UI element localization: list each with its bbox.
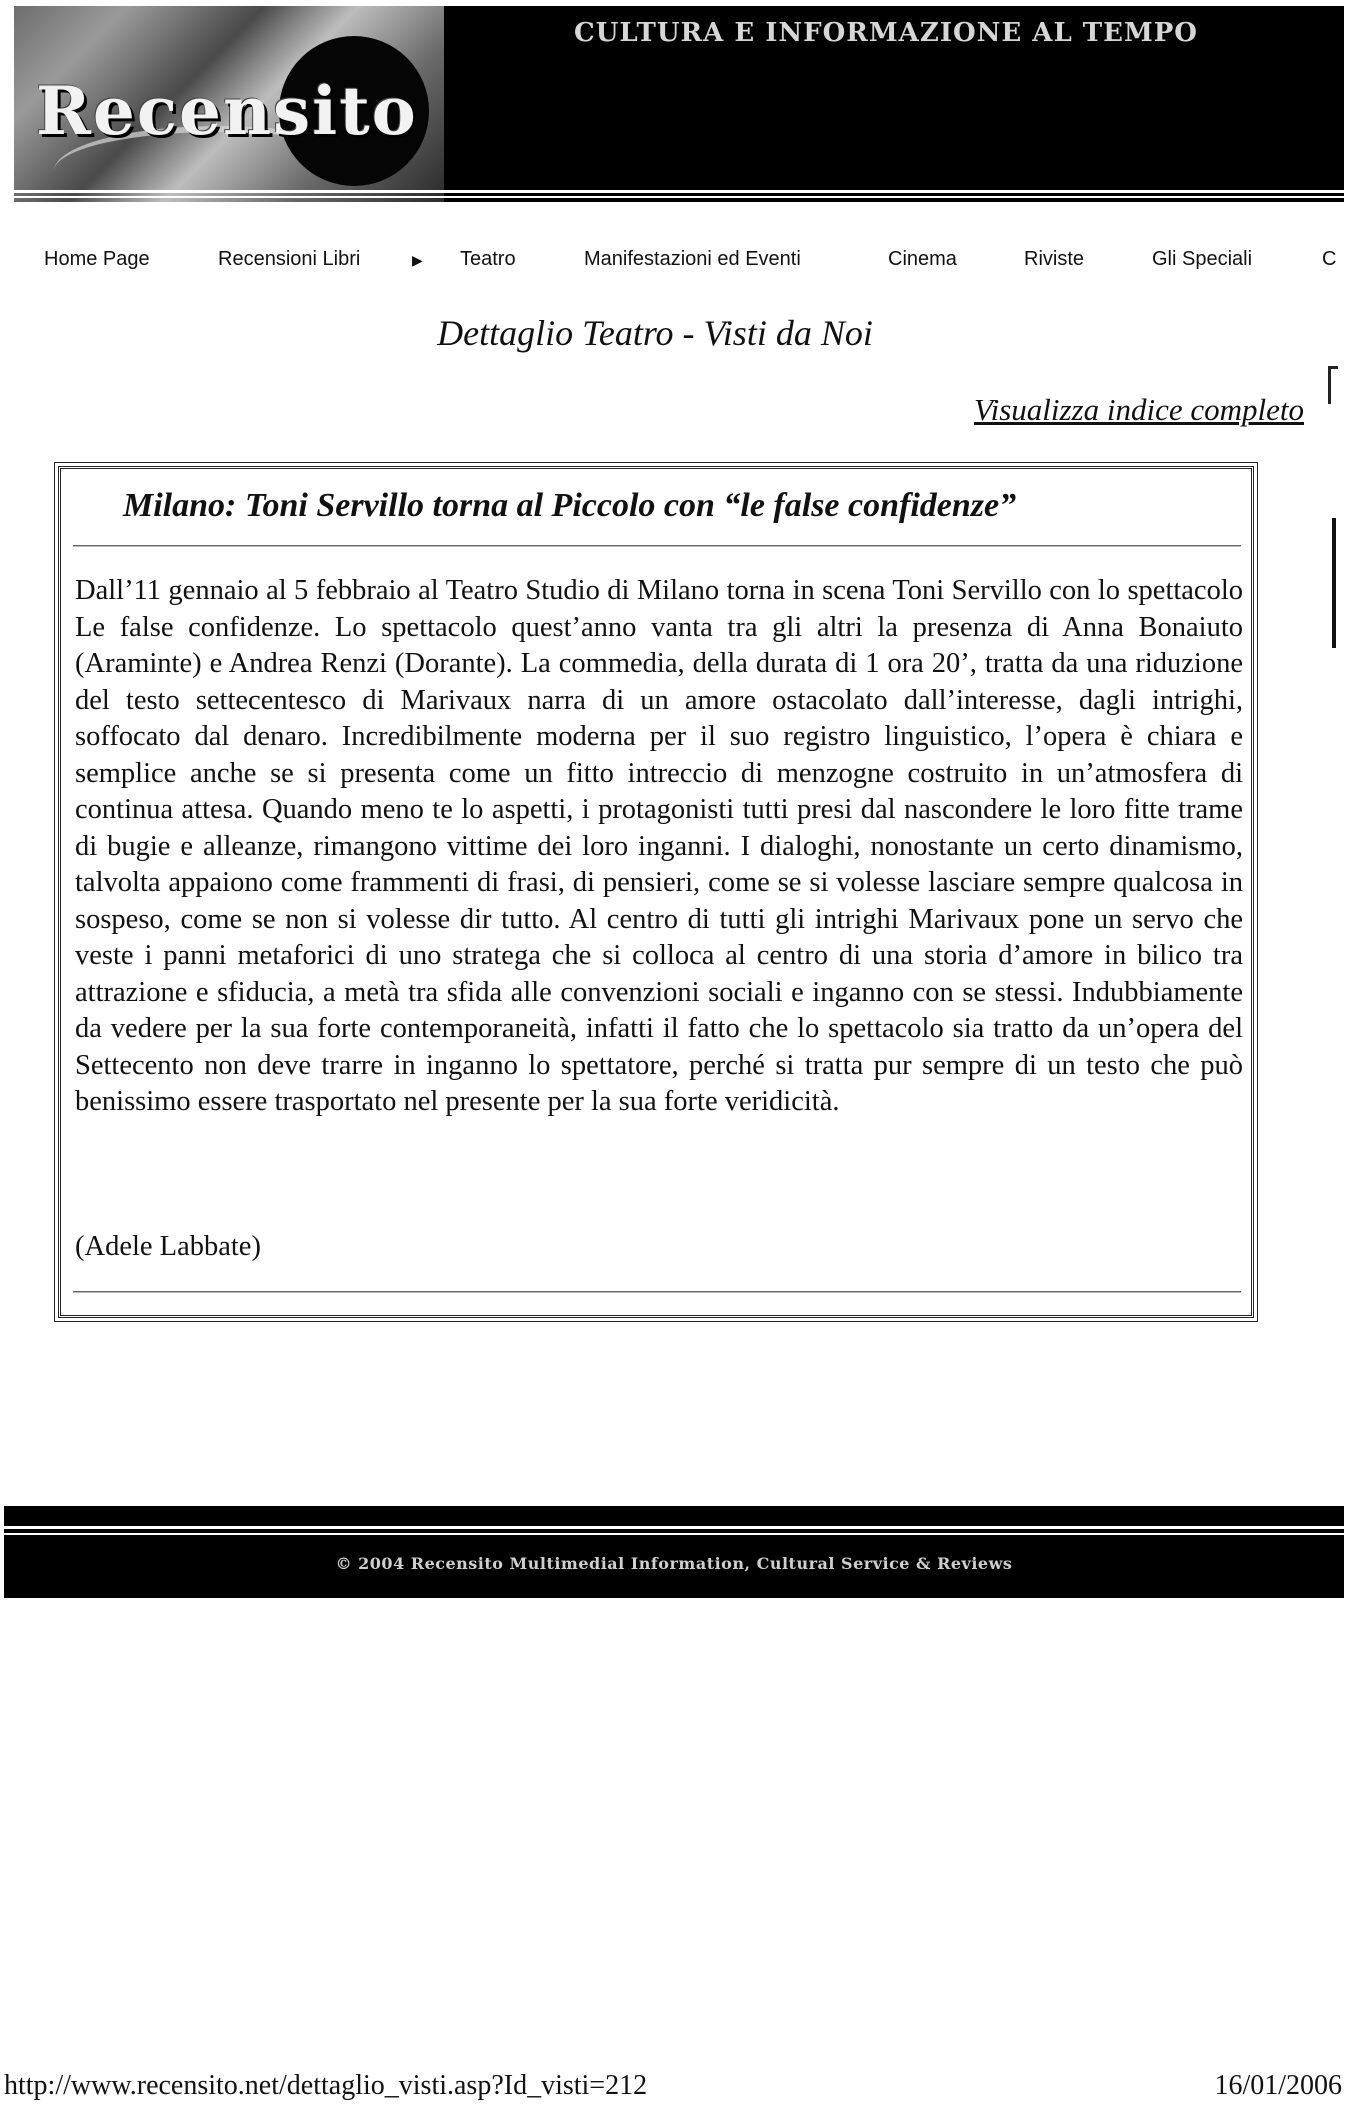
footer-banner: [4, 1506, 1344, 1598]
view-full-index-link[interactable]: Visualizza indice completo: [973, 392, 1304, 427]
side-scan-mark: [1328, 366, 1338, 404]
article-divider: [73, 545, 1241, 547]
nav-item-home[interactable]: Home Page: [44, 248, 150, 270]
nav-item-manifestazioni[interactable]: Manifestazioni ed Eventi: [584, 248, 801, 270]
site-logo[interactable]: Recensito: [36, 72, 418, 150]
site-tagline: CULTURA E INFORMAZIONE AL TEMPO: [574, 18, 1198, 48]
article-author: (Adele Labbate): [75, 1231, 261, 1262]
banner-divider: [14, 196, 1344, 198]
side-scan-mark: [1332, 518, 1336, 648]
logo-background: [14, 6, 444, 202]
page-title: Dettaglio Teatro - Visti da Noi: [437, 313, 873, 353]
footer-divider: [4, 1526, 1344, 1529]
banner-divider: [14, 190, 1344, 193]
nav-item-cinema[interactable]: Cinema: [888, 248, 957, 270]
print-url: http://www.recensito.net/dettaglio_visti.asp?Id_visti=212: [4, 2070, 648, 2101]
nav-item-recensioni-libri[interactable]: Recensioni Libri: [218, 248, 361, 270]
article-title: Milano: Toni Servillo torna al Piccolo con “le false confidenze”: [123, 487, 1017, 524]
article-body: Dall’11 gennaio al 5 febbraio al Teatro Studio di Milano torna in scena Toni Servillo con lo spettacolo Le false confidenze. Lo spettacolo quest’anno vanta tra gli altri la presenza di Anna Bonaiuto (Araminte) e Andrea Renzi (Dorante). La commedia, della durata di 1 ora 20’, tratta da una riduzione del testo settecentesco di Marivaux narra di un amore ostacolato dall’interesse, dagli intrighi, soffocato dal denaro. Incredibilmente moderna per il suo registro linguistico, l’opera è chiara e semplice anche se si presenta come un fitto intreccio di menzogne costruito in un’atmosfera di continua attesa. Quando meno te lo aspetti, i protagonisti tutti presi dal nascondere le loro fitte trame di bugie e alleanze, rimangono vittime dei loro inganni. I dialoghi, nonostante un certo dinamismo, talvolta appaiono come frammenti di frasi, di pensieri, come se si volesse lasciare sempre qualcosa in sospeso, come se non si volesse dir tutto. Al centro di tutti gli intrighi Marivaux pone un servo che veste i panni metaforici di uno stratega che si colloca al centro di una storia d’amore in bilico tra attrazione e sfiducia, a metà tra sfida alle convenzioni sociali e inganno con se stessi. Indubbiamente da vedere per la sua forte contemporaneità, infatti il fatto che lo spettacolo sia tratto da un’opera del Settecento non deve trarre in inganno lo spettatore, perché si tratta pur sempre di un testo che può benissimo essere trasportato nel presente per la sua forte veridicità.: [75, 575, 1243, 1117]
print-date: 16/01/2006: [1214, 2070, 1342, 2101]
article-box: [58, 466, 1254, 1318]
nav-item-truncated[interactable]: C: [1322, 248, 1337, 270]
article-divider: [73, 1291, 1241, 1293]
header-banner: [14, 6, 1344, 202]
submenu-arrow-icon[interactable]: ▶: [412, 252, 423, 268]
nav-item-gli-speciali[interactable]: Gli Speciali: [1152, 248, 1253, 270]
main-nav: [44, 248, 1354, 278]
nav-item-riviste[interactable]: Riviste: [1024, 248, 1085, 270]
nav-item-teatro[interactable]: Teatro: [460, 248, 516, 270]
copyright-text: © 2004 Recensito Multimedial Information, Cultural Service & Reviews: [335, 1554, 1013, 1573]
footer-divider: [4, 1533, 1344, 1535]
